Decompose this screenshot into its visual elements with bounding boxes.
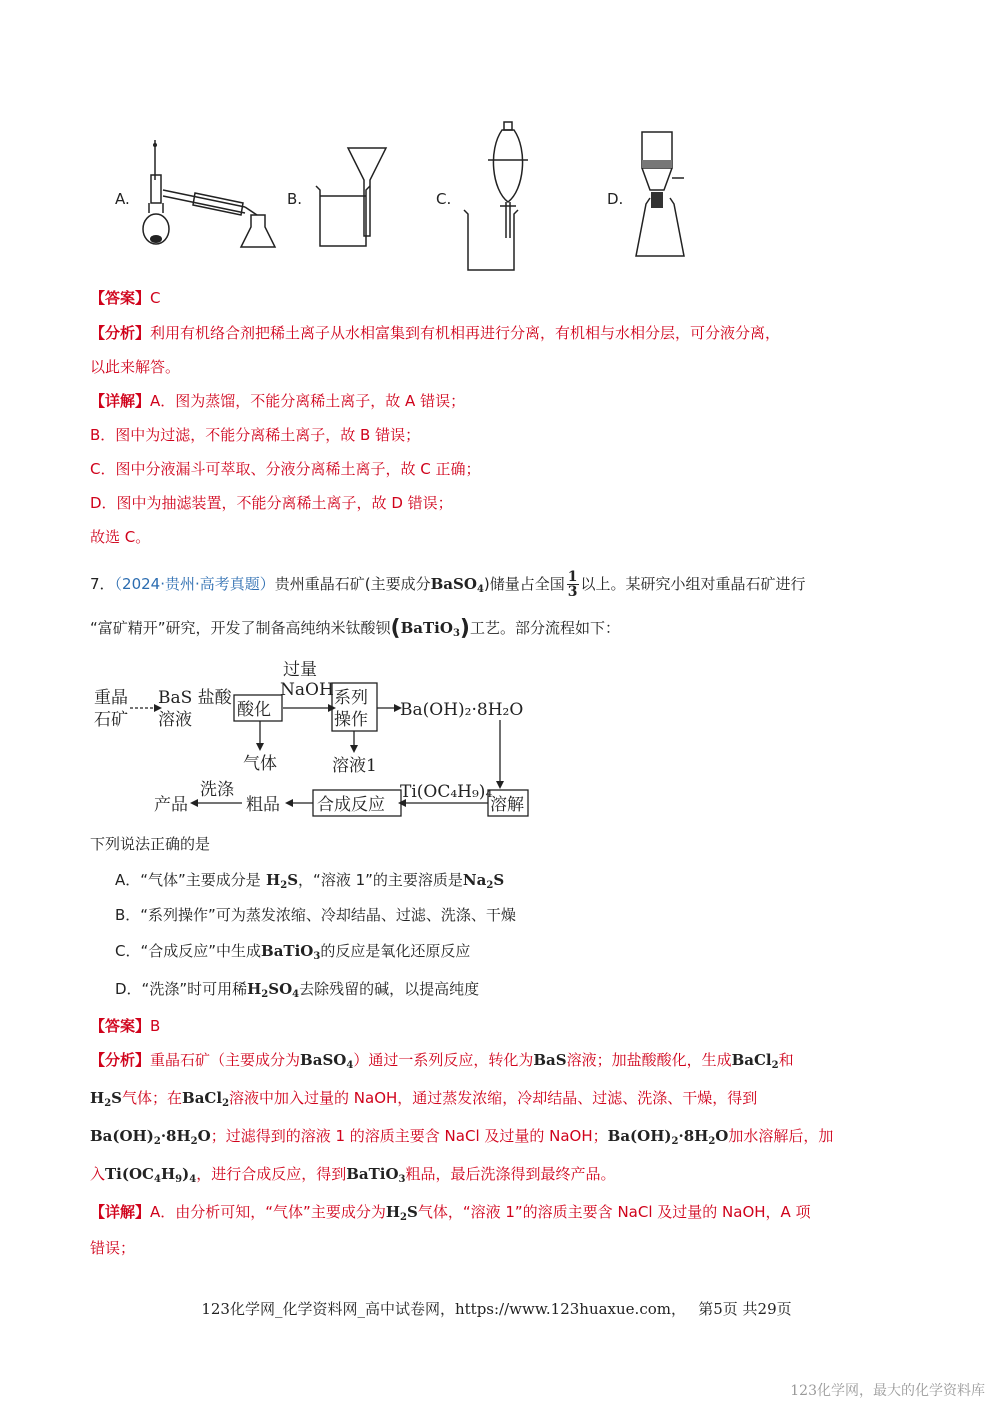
filtration-apparatus-icon — [310, 140, 390, 252]
flow-box-dissolve: 溶解 — [490, 795, 524, 815]
fraction-one-third: $\frac{1}{3}$ — [567, 569, 578, 600]
flow-box-acidify: 酸化 — [237, 700, 271, 720]
flow-ore-1: 重晶 — [94, 688, 128, 708]
option-b-label: B. — [287, 190, 303, 208]
distillation-apparatus-icon — [135, 135, 280, 255]
option-c-label: C. — [436, 190, 452, 208]
q6-answer: 【答案】C — [90, 289, 161, 307]
q6-detail-a: 【详解】A．图为蒸馏，不能分离稀土离子，故 A 错误； — [90, 392, 466, 410]
q7-answer: 【答案】B — [90, 1017, 161, 1035]
q6-detail-d: D．图中为抽滤装置，不能分离稀土离子，故 D 错误； — [90, 494, 453, 512]
q7-option-c[interactable]: C．“合成反应”中生成BaTiO$_3$的反应是氧化还原反应 — [115, 942, 471, 962]
flow-bas: BaS 盐酸 — [158, 688, 232, 708]
flow-product: 产品 — [154, 795, 188, 815]
flow-solution: 溶液 — [158, 710, 192, 730]
q7-stem-line2: “富矿精开”研究，开发了制备高纯纳米钛酸钡(BaTiO$_3$)工艺。部分流程如下： — [90, 616, 620, 641]
q7-source: （2024·贵州·高考真题） — [114, 575, 275, 593]
flow-box-series-2: 操作 — [334, 710, 368, 730]
flow-ore-2: 石矿 — [94, 710, 128, 730]
q6-conclusion: 故选 C。 — [90, 528, 151, 546]
separatory-funnel-icon — [458, 120, 528, 275]
flow-baoh: Ba(OH)₂·8H₂O — [400, 700, 524, 720]
flow-wash: 洗涤 — [200, 780, 234, 800]
q7-option-d[interactable]: D．“洗涤”时可用稀$H_2SO_4$去除残留的碱，以提高纯度 — [115, 980, 480, 1000]
flow-box-synthesis: 合成反应 — [317, 795, 385, 815]
q7-analysis-line1: 【分析】重晶石矿（主要成分为BaSO$_4$）通过一系列反应，转化为BaS溶液；加盐酸酸化，生成BaCl$_2$和 — [90, 1051, 794, 1071]
flow-excess: 过量 — [283, 660, 317, 680]
q7-analysis-line3: $Ba(OH)_2\cdot 8H_2O$；过滤得到的溶液 1 的溶质主要含 NaCl 及过量的 NaOH；$Ba(OH)_2\cdot 8H_2O$加水溶解后，加 — [90, 1127, 834, 1147]
q7-option-a[interactable]: A．“气体”主要成分是 $H_2S$，“溶液 1”的主要溶质是$Na_2S$ — [115, 871, 505, 891]
flow-naoh: NaOH — [280, 680, 334, 700]
process-flow-diagram — [88, 655, 538, 820]
option-d-label: D. — [607, 190, 624, 208]
flow-gas: 气体 — [243, 754, 277, 774]
q7-question: 下列说法正确的是 — [90, 835, 211, 853]
q6-analysis-cont: 以此来解答。 — [90, 358, 181, 376]
q7-detail-line2: 错误； — [90, 1239, 136, 1257]
option-a-label: A. — [115, 190, 130, 208]
q7-stem-line1: 7．（2024·贵州·高考真题）贵州重晶石矿(主要成分BaSO$_4$)储量占全国 $\frac{1}{3}$ 以上。某研究小组对重晶石矿进行 — [90, 569, 806, 600]
flow-solution1: 溶液1 — [332, 756, 377, 776]
q7-option-b[interactable]: B．“系列操作”可为蒸发浓缩、冷却结晶、过滤、洗涤、干燥 — [115, 906, 516, 924]
flow-ti: Ti(OC₄H₉)₄ — [400, 782, 493, 802]
q7-analysis-line2: $H_2S$气体；在BaCl$_2$溶液中加入过量的 NaOH，通过蒸发浓缩，冷却结晶、过滤、洗涤、干燥，得到 — [90, 1089, 758, 1109]
flow-box-series-1: 系列 — [334, 688, 368, 708]
q6-analysis: 【分析】利用有机络合剂把稀土离子从水相富集到有机相再进行分离，有机相与水相分层，可分液分离， — [90, 324, 781, 342]
page-footer: 123化学网_化学资料网_高中试卷网，https://www.123huaxue.com， 第5页 共29页 — [201, 1300, 792, 1318]
flow-crude: 粗品 — [246, 795, 280, 815]
q7-analysis-line4: 入$Ti(OC_4H_9)_4$，进行合成反应，得到BaTiO$_3$粗品，最后洗涤得到最终产品。 — [90, 1165, 616, 1185]
q6-detail-c: C．图中分液漏斗可萃取、分液分离稀土离子，故 C 正确； — [90, 460, 481, 478]
q7-detail-line1: 【详解】A．由分析可知，“气体”主要成分为$H_2S$气体，“溶液 1”的溶质主要含 NaCl 及过量的 NaOH，A 项 — [90, 1203, 811, 1223]
watermark: 123化学网，最大的化学资料库 — [790, 1383, 985, 1399]
q6-detail-b: B．图中为过滤，不能分离稀土离子，故 B 错误； — [90, 426, 421, 444]
suction-filtration-icon — [632, 130, 692, 265]
